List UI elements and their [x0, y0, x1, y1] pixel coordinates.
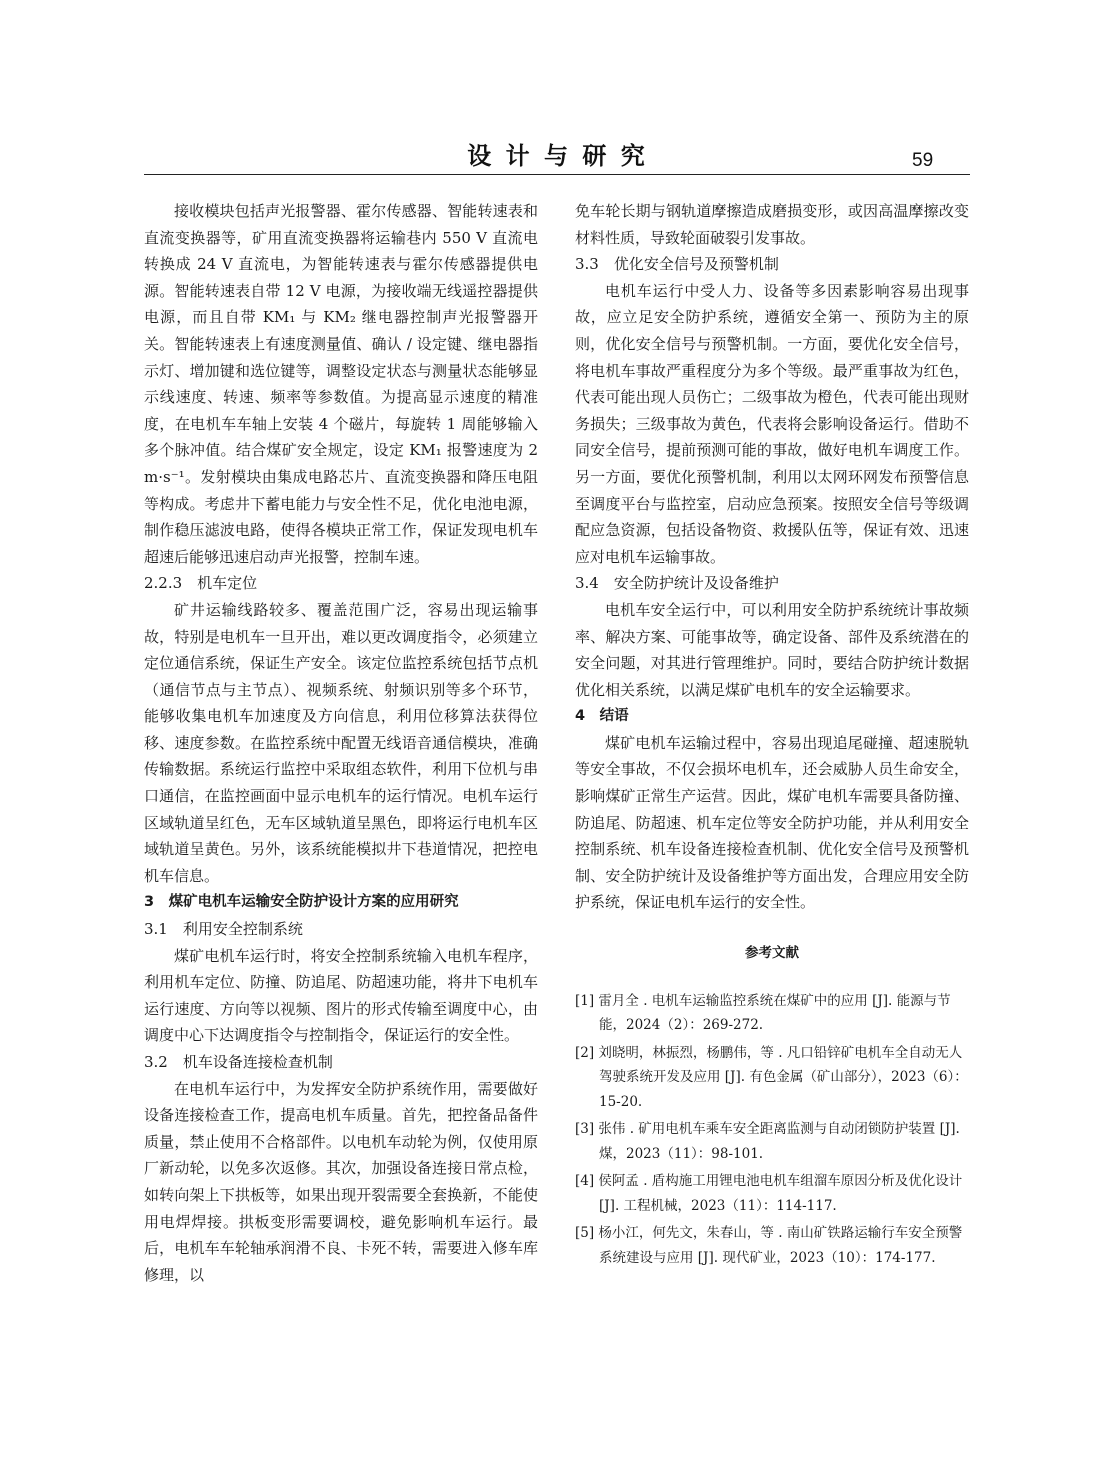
paragraph-continuation: 免车轮长期与钢轨道摩擦造成磨损变形，或因高温摩擦改变材料性质，导致轮面破裂引发事故。 — [575, 202, 969, 247]
left-column — [144, 198, 538, 1288]
header-title: 设 计 与 研 究 — [467, 142, 648, 170]
reference-item: [3] 张伟 . 矿用电机车乘车安全距离监测与自动闭锁防护装置 [J]. 煤，2023（11）：98-101. — [575, 1121, 960, 1162]
references-title: 参考文献 — [745, 945, 799, 962]
paragraph-statistics-maintenance: 电机车安全运行中，可以利用安全防护系统统计事故频率、解决方案、可能事故等，确定设备、部件及系统潜在的安全问题，对其进行管理维护。同时，要结合防护统计数据优化相关系统，以满足煤矿电机车的安全运输要求。 — [575, 600, 969, 699]
section-heading-3-2: 3.2 机车设备连接检查机制 — [144, 1053, 333, 1071]
section-heading-3-4: 3.4 安全防护统计及设备维护 — [575, 574, 779, 593]
reference-item: [5] 杨小江，何先文，朱春山，等 . 南山矿铁路运输行车安全预警系统建设与应用 [J]. 现代矿业，2023（10）：174-177. — [575, 1225, 963, 1266]
reference-item: [4] 侯阿孟 . 盾构施工用锂电池电机车组溜车原因分析及优化设计 [J]. 工程机械，2023（11）：114-117. — [575, 1173, 963, 1214]
paragraph-equipment-check: 在电机车运行中，为发挥安全防护系统作用，需要做好设备连接检查工作，提高电机车质量。首先，把控备品备件质量，禁止使用不合格部件。以电机车动轮为例，仅使用原厂新动轮，以免多次返修。其次，加强设备连接日常点检，如转向架上下拱板等，如果出现开裂需要全套换新，不能使用电焊焊接。拱板变形需要调校，避免影响机车运行。最后，电机车车轮轴承润滑不良、卡死不转，需要进入修车库修理，以 — [144, 1079, 538, 1284]
section-heading-3: 3 煤矿电机车运输安全防护设计方案的应用研究 — [144, 894, 459, 911]
reference-item: [1] 雷月全 . 电机车运输监控系统在煤矿中的应用 [J]. 能源与节能，2024（2）：269-272. — [575, 992, 951, 1034]
paragraph-receiver-module: 接收模块包括声光报警器、霍尔传感器、智能转速表和直流变换器等，矿用直流变换器将运输巷内 550 V 直流电转换成 24 V 直流电，为智能转速表与霍尔传感器提供电源。智能转速表自带 12 V 电源，为接收端无线遥控器提供电源，而且自带 KM₁ 与 KM₂ 继电器控制声光报警器开关。智能转速表上有速度测量值、确认 / 设定键、继电器指示灯、增加键和选位键等，调整设定状态与测量状态能够显示线速度、转速、频率等参数值。为提高显示速度的精准度，在电机车车轴上安装 4 个磁片，每旋转 1 周能够输入多个脉冲值。结合煤矿安全规定，设定 KM₁ 报警速度为 2 m·s⁻¹。发射模块由集成电路芯片、直流变换器和降压电阻等构成。考虑井下蓄电能力与安全性不足，优化电池电源，制作稳压滤波电路，使得各模块正常工作，保证发现电机车超速后能够迅速启动声光报警，控制车速。 — [144, 202, 538, 566]
reference-item: [2] 刘晓明，林振烈，杨鹏伟，等 . 凡口铅锌矿电机车全自动无人驾驶系统开发及应用 [J]. 有色金属（矿山部分），2023（6）：15-20. — [575, 1044, 968, 1110]
section-heading-2-2-3: 2.2.3 机车定位 — [144, 574, 258, 593]
section-heading-3-1: 3.1 利用安全控制系统 — [144, 920, 303, 939]
paragraph-conclusion: 煤矿电机车运输过程中，容易出现追尾碰撞、超速脱轨等安全事故，不仅会损坏电机车，还会威胁人员生命安全，影响煤矿正常生产运营。因此，煤矿电机车需要具备防撞、防追尾、防超速、机车定位等安全防护功能，并从利用安全控制系统、机车设备连接检查机制、优化安全信号及预警机制、安全防护统计及设备维护等方面出发，合理应用安全防护系统，保证电机车运行的安全性。 — [575, 733, 969, 912]
paragraph-locomotive-positioning: 矿井运输线路较多、覆盖范围广泛，容易出现运输事故，特别是电机车一旦开出，难以更改调度指令，必须建立定位通信系统，保证生产安全。该定位监控系统包括节点机（通信节点与主节点）、视频系统、射频识别等多个环节，能够收集电机车加速度及方向信息，利用位移算法获得位移、速度参数。在监控系统中配置无线语音通信模块，准确传输数据。系统运行监控中采取组态软件，利用下位机与串口通信，在监控画面中显示电机车的运行情况。电机车运行区域轨道呈红色，无车区域轨道呈黑色，即将运行电机车区域轨道呈黄色。另外，该系统能模拟井下巷道情况，把控电机车信息。 — [144, 600, 538, 885]
paragraph-safety-control: 煤矿电机车运行时，将安全控制系统输入电机车程序，利用机车定位、防撞、防追尾、防超速功能，将井下电机车运行速度、方向等以视频、图片的形式传输至调度中心，由调度中心下达调度指令与控制指令，保证运行的安全性。 — [144, 946, 538, 1045]
right-column — [575, 198, 969, 1273]
header-rule — [144, 174, 970, 175]
page-number: 59 — [912, 150, 934, 171]
section-heading-4: 4 结语 — [575, 708, 629, 725]
paragraph-safety-signal: 电机车运行中受人力、设备等多因素影响容易出现事故，应立足安全防护系统，遵循安全第一、预防为主的原则，优化安全信号与预警机制。一方面，要优化安全信号，将电机车事故严重程度分为多个等级。最严重事故为红色，代表可能出现人员伤亡；二级事故为橙色，代表可能出现财务损失；三级事故为黄色，代表将会影响设备运行。借助不同安全信号，提前预测可能的事故，做好电机车调度工作。另一方面，要优化预警机制，利用以太网环网发布预警信息至调度平台与监控室，启动应急预案。按照安全信号等级调配应急资源，包括设备物资、救援队伍等，保证有效、迅速应对电机车运输事故。 — [575, 281, 969, 566]
section-heading-3-3: 3.3 优化安全信号及预警机制 — [575, 255, 779, 274]
